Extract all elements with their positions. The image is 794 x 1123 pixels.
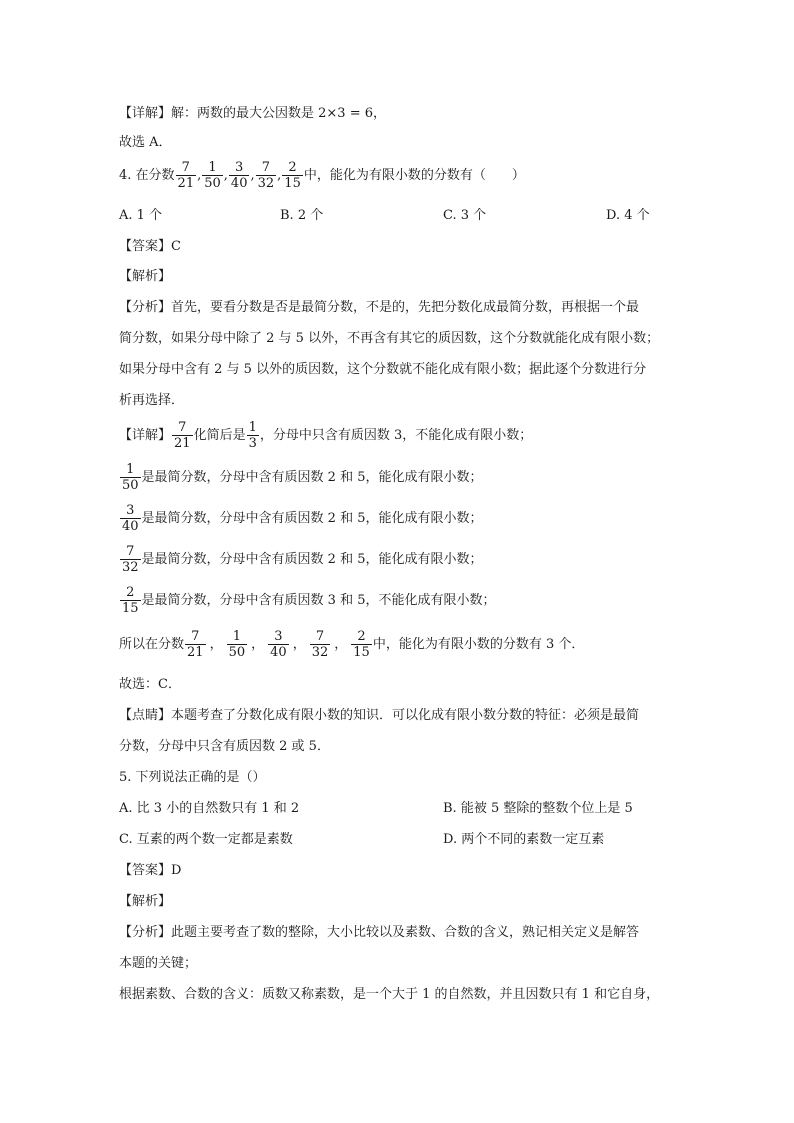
analysis-heading: 【解析】 [119, 269, 172, 284]
option-b: B. 能被 5 整除的整数个位上是 5 [443, 801, 633, 816]
option-d: D. 4 个 [606, 208, 650, 223]
fraction: $\frac{1}{3}$ [248, 420, 257, 451]
analysis-text: 析再选择． [119, 393, 185, 408]
fraction: $\frac{3}{40}$ [270, 629, 287, 660]
insight-text: 【点睛】本题考查了分数化成有限小数的知识．可以化成有限小数分数的特征：必须是最简 [119, 708, 640, 723]
detail-line: 【详解】解：两数的最大公因数是 2×3 = 6， [119, 106, 386, 121]
answer-choice-line: 故选：C． [119, 677, 181, 692]
insight-text: 分数，分母中只含有质因数 2 或 5． [119, 739, 330, 754]
fraction: $\frac{3}{40}$ [230, 160, 248, 191]
fraction: $\frac{2}{15}$ [284, 160, 301, 191]
option-c: C. 互素的两个数一定都是素数 [119, 832, 293, 847]
analysis-text: 【分析】首先，要看分数是否是最简分数，不是的，先把分数化成最简分数，再根据一个最 [119, 300, 640, 315]
fraction: $\frac{7}{21}$ [177, 160, 195, 191]
answer-label: 【答案】C [119, 239, 181, 254]
fraction: $\frac{7}{32}$ [122, 544, 139, 575]
analysis-text: 【分析】此题主要考查了数的整除，大小比较以及素数、合数的含义，熟记相关定义是解答 [119, 925, 640, 940]
option-a: A. 比 3 小的自然数只有 1 和 2 [119, 801, 300, 816]
fraction: $\frac{1}{50}$ [228, 629, 246, 660]
analysis-text: 根据素数、合数的含义：质数又称素数，是一个大于 1 的自然数，并且因数只有 1 和它自身， [119, 987, 660, 1002]
question-5-stem: 5. 下列说法正确的是（） [119, 770, 266, 785]
answer-choice-line: 故选 A． [119, 135, 172, 150]
question-4-stem: 4. 在分数 $\frac{7}{21}$ , $\frac{1}{50}$ , $\frac{3}{40}$ , $\frac{7}{32}$ , $\frac{2}{15}$ 中，能化为有限小数的分数有（ ） [119, 160, 525, 191]
fraction: $\frac{7}{32}$ [257, 160, 275, 191]
fraction: $\frac{1}{50}$ [204, 160, 221, 191]
fraction: $\frac{7}{21}$ [174, 420, 191, 451]
option-a: A. 1 个 [119, 208, 163, 223]
option-c: C. 3 个 [443, 208, 487, 223]
fraction: $\frac{1}{50}$ [122, 462, 139, 493]
analysis-text: 如果分母中含有 2 与 5 以外的质因数，这个分数就不能化成有限小数；据此逐个分数进行分 [119, 362, 647, 377]
fraction: $\frac{7}{32}$ [311, 629, 329, 660]
analysis-text: 本题的关键； [119, 956, 198, 971]
detail-row: $\frac{7}{32}$ 是最简分数，分母中含有质因数 2 和 5，能化成有限小数； [122, 544, 483, 575]
fraction: $\frac{3}{40}$ [122, 503, 139, 534]
analysis-heading: 【解析】 [119, 894, 172, 909]
summary-line: 所以在分数 $\frac{7}{21}$ ， $\frac{1}{50}$ ， $\frac{3}{40}$ ， $\frac{7}{32}$ ， $\frac{2}{15}$ 中，能化为有限小数的分数有 3 个． [119, 629, 585, 660]
analysis-text: 简分数，如果分母中除了 2 与 5 以外，不再含有其它的质因数，这个分数就能化成有限小数； [119, 331, 660, 346]
fraction: $\frac{2}{15}$ [122, 585, 139, 616]
fraction: $\frac{7}{21}$ [187, 629, 204, 660]
detail-simplify-line: 【详解】 $\frac{7}{21}$ 化简后是 $\frac{1}{3}$ ，分母中只含有质因数 3，不能化成有限小数； [119, 420, 533, 451]
detail-row: $\frac{2}{15}$ 是最简分数，分母中含有质因数 3 和 5，不能化成有限小数； [122, 585, 496, 616]
option-b: B. 2 个 [280, 208, 324, 223]
answer-label: 【答案】D [119, 863, 182, 878]
fraction: $\frac{2}{15}$ [353, 629, 370, 660]
option-d: D. 两个不同的素数一定互素 [443, 832, 605, 847]
detail-row: $\frac{1}{50}$ 是最简分数，分母中含有质因数 2 和 5，能化成有限小数； [122, 462, 483, 493]
detail-row: $\frac{3}{40}$ 是最简分数，分母中含有质因数 2 和 5，能化成有限小数； [122, 503, 483, 534]
